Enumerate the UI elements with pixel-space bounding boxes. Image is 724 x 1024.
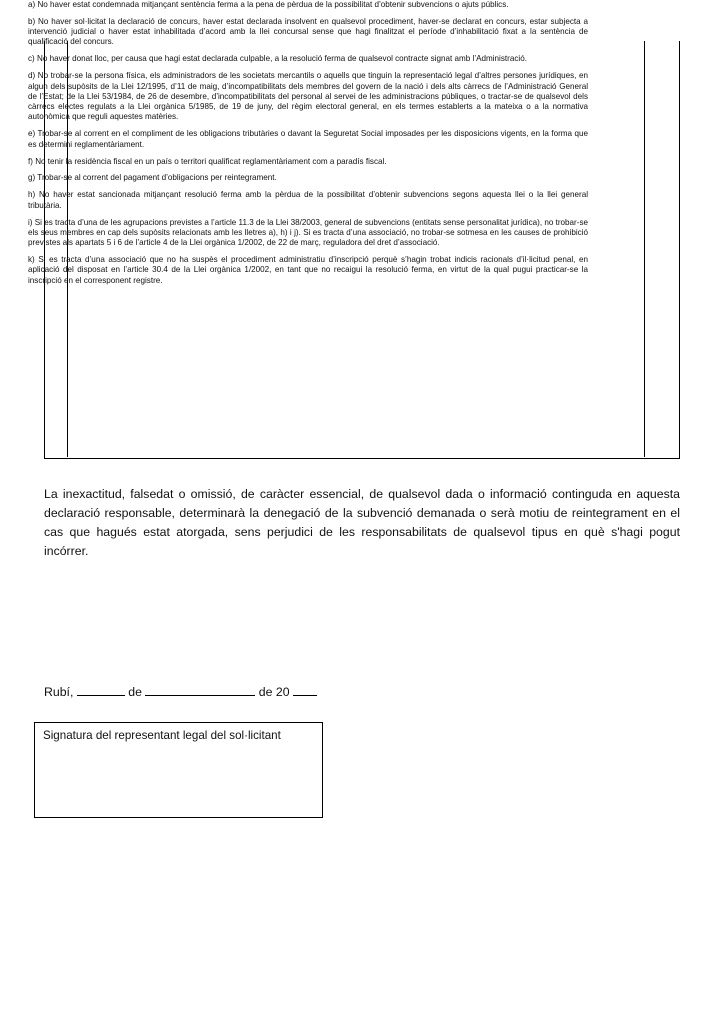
signature-label: Signatura del representant legal del sol·licitant	[43, 729, 281, 742]
year-blank[interactable]	[293, 683, 317, 696]
condition-i: i) Si es tracta d’una de les agrupacions previstes a l’article 11.3 de la Llei 38/2003, general de subvencions (entitats sense personalitat jurídica), no trobar-se els seus membres en cap dels supòsits relacionats amb les lletres a), h) i j). Si es tracta d’una associació, no trobar-se sotmesa en les causes de prohibició previstes als apartats 5 i 6 de l’article 4 de la Llei orgànica 1/2002, de 22 de març, reguladora del dret d’associació.	[28, 217, 588, 248]
condition-k: k) Si es tracta d’una associació que no ha suspès el procediment administratiu d’inscripció perquè s’hagin trobat indicis racionals d’il·licitud penal, en aplicació del disposat en l’article 30.4 de la Llei orgànica 1/2002, en tant que no recaigui la resolució ferma, en virtut de la qual pugui practicar-se la inscripció en el corresponent registre.	[28, 254, 588, 285]
conditions-list	[28, 0, 588, 286]
date-place: Rubí,	[44, 685, 74, 699]
condition-d: d) No trobar-se la persona física, els administradors de les societats mercantils o aquells que tinguin la representació legal d’altres persones jurídiques, en algun dels supòsits de la Llei 12/1995, d’11 de maig, d’incompatibilitats dels membres del govern de la nació i dels alts càrrecs de l’Administració General de l’Estat; de la Llei 53/1984, de 26 de desembre, d’incompatibilitats del personal al servei de les administracions públiques, o tractar-se de qualsevol dels càrrecs electes regulats a la Llei orgànica 5/1985, de 19 de juny, del règim electoral general, en els termes establerts a la mateixa o a la normativa autonòmica que reguli aquestes matèries.	[28, 71, 588, 122]
signature-box[interactable]	[34, 722, 323, 818]
date-de-1: de	[128, 685, 142, 699]
condition-h: h) No haver estat sancionada mitjançant resolució ferma amb la pèrdua de la possibilitat d’obtenir subvencions segons aquesta llei o la llei general tributària.	[28, 190, 588, 210]
condition-c: c) No haver donat lloc, per causa que hagi estat declarada culpable, a la resolució ferma de qualsevol contracte signat amb l’Administració.	[28, 54, 527, 64]
month-blank[interactable]	[145, 683, 255, 696]
declaration-paragraph: La inexactitud, falsedat o omissió, de caràcter essencial, de qualsevol dada o informació continguda en aquesta declaració responsable, determinarà la denegació de la subvenció demanada o serà motiu de reintegrament en el cas que hagués estat atorgada, sens perjudici de les responsabilitats de qualsevol tipus en què s'hagi pogut incórrer.	[44, 487, 680, 558]
condition-g: g) Trobar-se al corrent del pagament d’obligacions per reintegrament.	[28, 173, 277, 183]
condition-e: e) Trobar-se al corrent en el compliment de les obligacions tributàries o davant la Seguretat Social imposades per les disposicions vigents, en la forma que es determini reglamentàriament.	[28, 129, 588, 149]
date-de-2: de 20	[258, 685, 290, 699]
condition-a: a) No haver estat condemnada mitjançant sentència ferma a la pena de pèrdua de la possibilitat d’obtenir subvencions o ajuts públics.	[28, 0, 509, 9]
day-blank[interactable]	[77, 683, 125, 696]
condition-f: f) No tenir la residència fiscal en un país o territori qualificat reglamentàriament com a paradís fiscal.	[28, 156, 387, 166]
condition-b: b) No haver sol·licitat la declaració de concurs, haver estat declarada insolvent en qualsevol procediment, haver-se declarat en concurs, estar subjecta a intervenció judicial o haver estat inhabilitada d’acord amb la llei concursal sense que hagi finalitzat el període d’inhabilitació fixat a la sentència de qualificació del concurs.	[28, 16, 588, 47]
date-line	[44, 683, 317, 699]
